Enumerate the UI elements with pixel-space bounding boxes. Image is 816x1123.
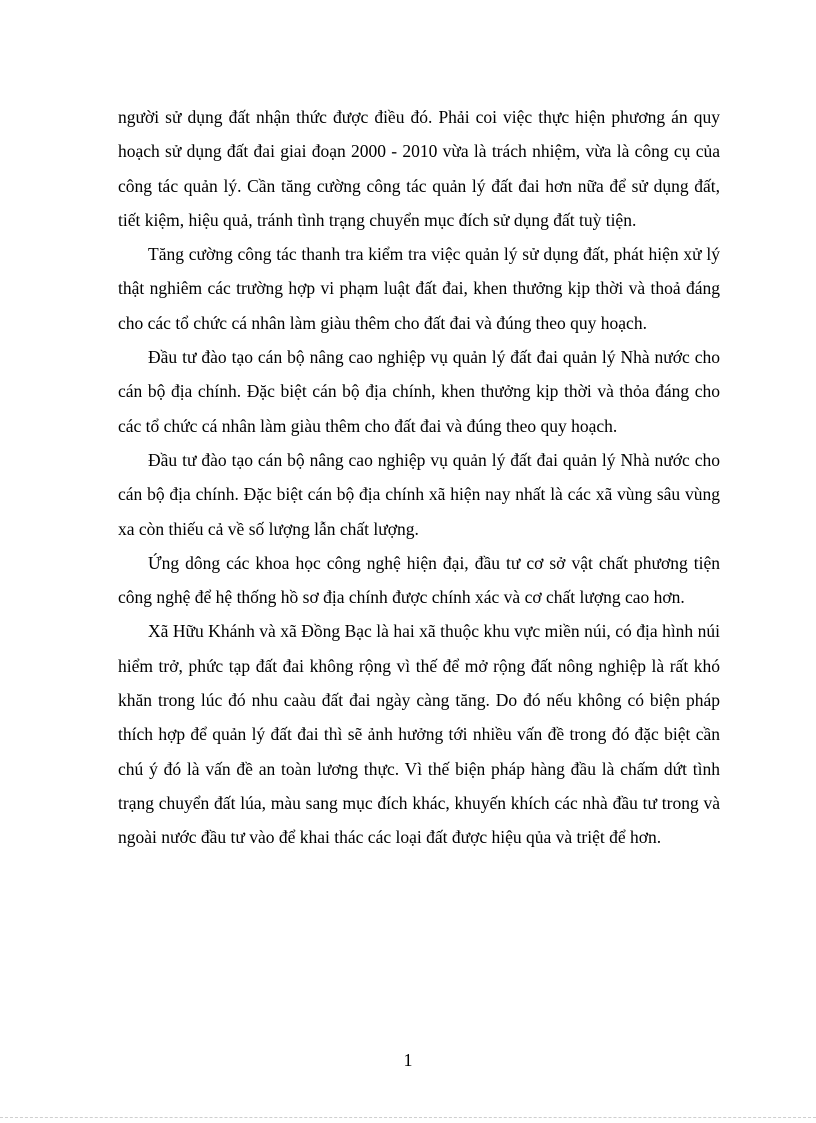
paragraph-training-2: Đầu tư đào tạo cán bộ nâng cao nghiệp vụ quản lý đất đai quản lý Nhà nước cho cán bộ địa chính. Đặc biệt cán bộ địa chính xã hiện nay nhất là các xã vùng sâu vùng xa còn thiếu cả về số lượng lẫn chất lượng. — [118, 449, 720, 539]
paragraph-training-1: Đầu tư đào tạo cán bộ nâng cao nghiệp vụ quản lý đất đai quản lý Nhà nước cho cán bộ địa chính. Đặc biệt cán bộ địa chính, khen thưởng kịp thời và thỏa đáng cho các tổ chức cá nhân làm giàu thêm cho đất đai và đúng theo quy hoạch. — [118, 347, 720, 436]
page-number: 1 — [403, 1050, 413, 1070]
page-bottom-border — [0, 1117, 816, 1118]
paragraph-commune-land: Xã Hữu Khánh và xã Đồng Bạc là hai xã thuộc khu vực miền núi, có địa hình núi hiểm trở, phức tạp đất đai không rộng vì thế để mở rộng đất nông nghiệp là rất khó khăn trong lúc đó nhu caàu đất đai ngày càng tăng. Do đó nếu không có biện pháp thích hợp để quản lý đất đai thì sẽ ảnh hưởng tới nhiều vấn đề trong đó đặc biệt cần chú ý đó là vấn đề an toàn lương thực. Vì thế biện pháp hàng đầu là chấm dứt tình trạng chuyển đất lúa, màu sang mục đích khác, khuyến khích các nhà đầu tư trong và ngoài nước đầu tư vào để khai thác các loại đất được hiệu qủa và triệt để hơn. — [118, 621, 720, 848]
paragraph-inspection: Tăng cường công tác thanh tra kiểm tra việc quản lý sử dụng đất, phát hiện xử lý thật nghiêm các trường hợp vi phạm luật đất đai, khen thưởng kịp thời và thoả đáng cho các tổ chức cá nhân làm giàu thêm cho đất đai và đúng theo quy hoạch. — [118, 244, 720, 333]
document-body — [118, 100, 720, 855]
paragraph-technology: Ứng dông các khoa học công nghệ hiện đại, đầu tư cơ sở vật chất phương tiện công nghệ để hệ thống hồ sơ địa chính được chính xác và cơ chất lượng cao hơn. — [118, 552, 720, 608]
paragraph-continuation: người sử dụng đất nhận thức được điều đó. Phải coi việc thực hiện phương án quy hoạch sử dụng đất đai giai đoạn 2000 - 2010 vừa là trách nhiệm, vừa là công cụ của công tác quản lý. Cần tăng cường công tác quản lý đất đai hơn nữa để sử dụng đất, tiết kiệm, hiệu quả, tránh tình trạng chuyển mục đích sử dụng đất tuỳ tiện. — [118, 107, 720, 230]
